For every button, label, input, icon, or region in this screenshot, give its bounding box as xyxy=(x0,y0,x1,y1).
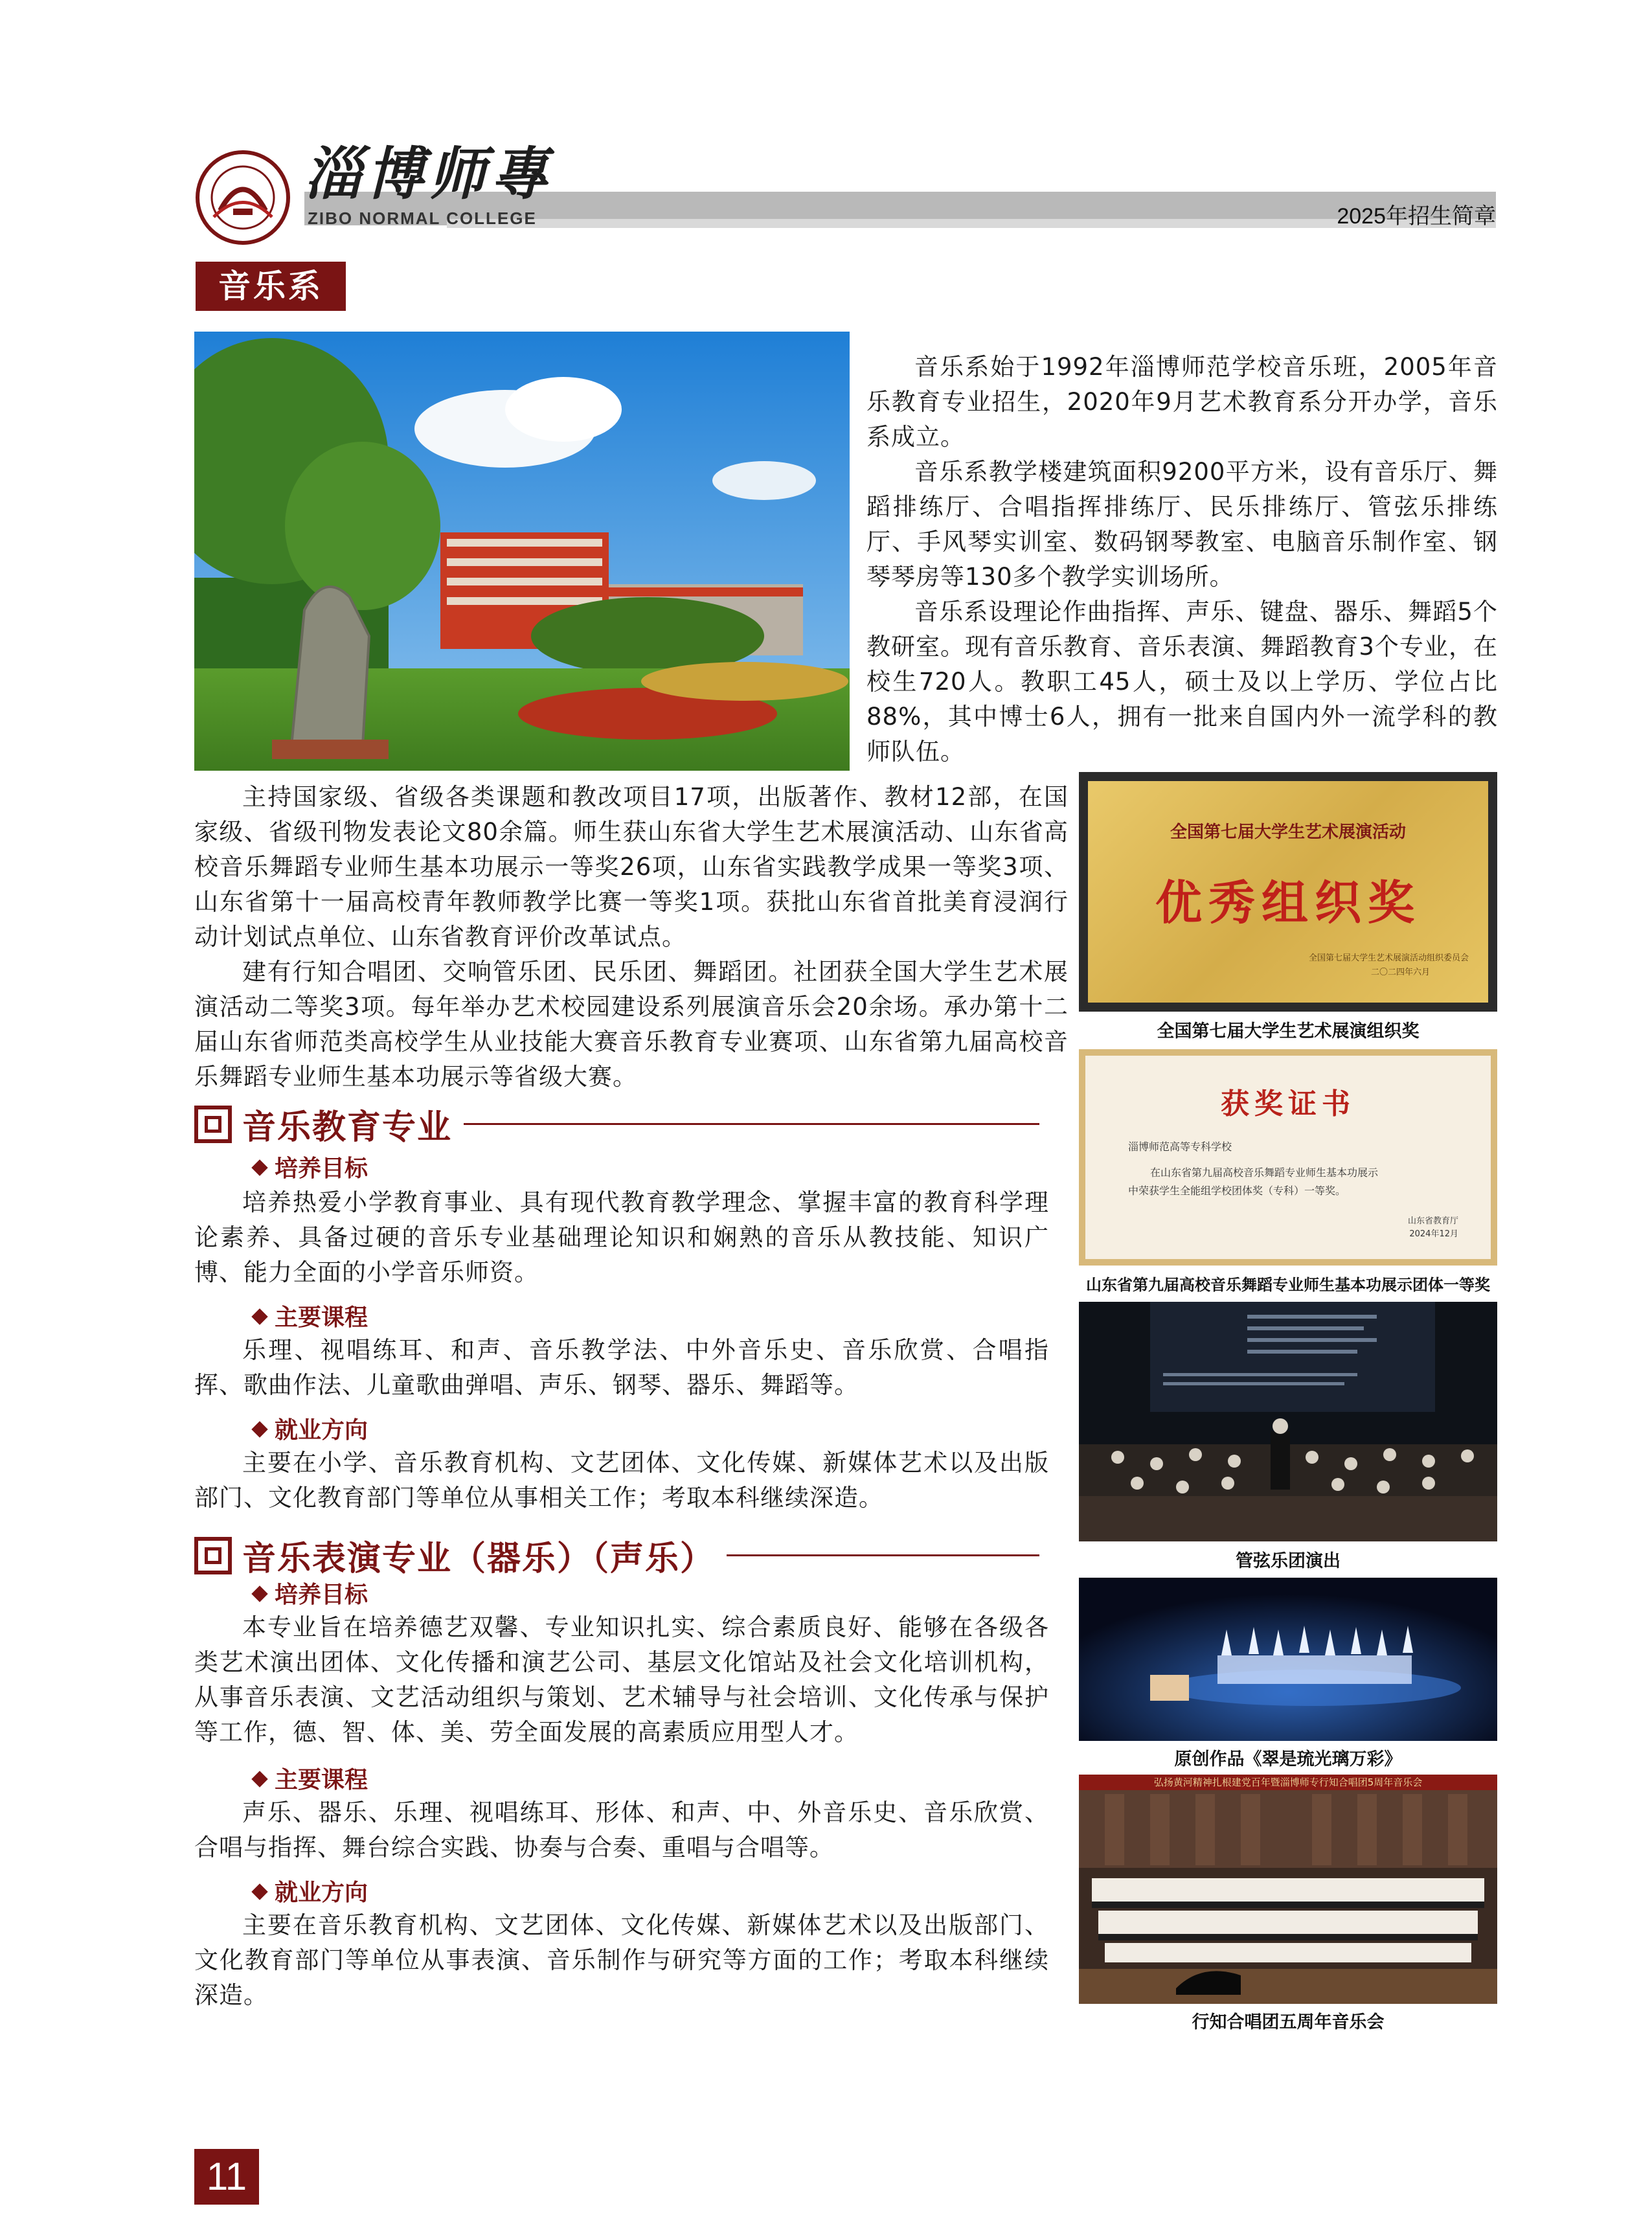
photo-caption: 全国第七届大学生艺术展演组织奖 xyxy=(1157,1021,1420,1041)
goal-label: 培养目标 xyxy=(275,1155,368,1182)
achievements-text xyxy=(194,780,1069,1095)
college-seal-icon xyxy=(194,149,291,246)
career-heading xyxy=(254,1412,368,1445)
goal-heading xyxy=(254,1576,368,1609)
achievements-paragraph: 建有行知合唱团、交响管乐团、民乐团、舞蹈团。社团获全国大学生艺术展演活动二等奖3项。每年举办艺术校园建设系列展演音乐会20余场。承办第十二届山东省师范类高校学生从业技能大赛音乐教育专业赛项、山东省第九届高校音乐舞蹈专业师生基本功展示等省级大赛。 xyxy=(194,958,1069,1091)
intro-text xyxy=(866,350,1498,769)
photo-caption: 原创作品《翠是琉光璃万彩》 xyxy=(1174,1749,1402,1769)
diamond-bullet-icon xyxy=(251,1585,267,1602)
goal-label: 培养目标 xyxy=(275,1582,368,1608)
certificate-recipient: 淄博师范高等专科学校 xyxy=(1128,1141,1232,1153)
certificate-line: 中荣获学生全能组学校团体奖（专科）一等奖。 xyxy=(1128,1185,1346,1197)
goal-text xyxy=(194,1610,1049,1750)
course-heading xyxy=(254,1762,368,1795)
major-title: 音乐教育专业 xyxy=(242,1108,453,1147)
career-label: 就业方向 xyxy=(275,1417,368,1444)
goal-text xyxy=(194,1185,1049,1290)
major-music-performance-heading xyxy=(194,1531,1039,1580)
award-certificate-photo xyxy=(1079,1049,1497,1266)
award-plaque-photo xyxy=(1079,772,1497,1012)
course-label: 主要课程 xyxy=(275,1304,368,1331)
plaque-date: 二〇二四年六月 xyxy=(1370,968,1430,977)
career-paragraph: 主要在音乐教育机构、文艺团体、文化传媒、新媒体艺术以及出版部门、文化教育部门等单位从事表演、音乐制作与研究等方面的工作；考取本科继续深造。 xyxy=(194,1911,1049,2009)
photo-caption: 行知合唱团五周年音乐会 xyxy=(1192,2012,1385,2032)
major-music-education-heading xyxy=(194,1100,1039,1148)
intro-paragraph: 音乐系教学楼建筑面积9200平方米，设有音乐厅、舞蹈排练厅、合唱指挥排练厅、民乐排练厅、管弦乐排练厅、手风琴实训室、数码钢琴教室、电脑音乐制作室、钢琴琴房等130多个教学实训场所。 xyxy=(866,458,1498,591)
career-text xyxy=(194,1908,1049,2013)
course-text xyxy=(194,1333,1049,1403)
certificate-date: 2024年12月 xyxy=(1409,1229,1458,1239)
course-text xyxy=(194,1795,1049,1865)
orchestra-performance-photo xyxy=(1079,1302,1497,1541)
diamond-bullet-icon xyxy=(251,1308,267,1324)
career-heading xyxy=(254,1874,368,1907)
heading-rule xyxy=(727,1554,1039,1556)
plaque-header: 全国第七届大学生艺术展演活动 xyxy=(1170,823,1406,842)
diamond-bullet-icon xyxy=(251,1883,267,1900)
achievements-paragraph: 主持国家级、省级各类课题和教改项目17项，出版著作、教材12部，在国家级、省级刊物发表论文80余篇。师生获山东省大学生艺术展演活动、山东省高校音乐舞蹈专业师生基本功展示一等奖26项，山东省实践教学成果一等奖3项、山东省第十一届高校青年教师教学比赛一等奖1项。获批山东省首批美育浸润行动计划试点单位、山东省教育评价改革试点。 xyxy=(194,783,1069,951)
course-paragraph: 乐理、视唱练耳、和声、音乐教学法、中外音乐史、音乐欣赏、合唱指挥、歌曲作法、儿童歌曲弹唱、声乐、钢琴、器乐、舞蹈等。 xyxy=(194,1336,1049,1399)
career-text xyxy=(194,1446,1049,1516)
intro-paragraph: 音乐系设理论作曲指挥、声乐、键盘、器乐、舞蹈5个教研室。现有音乐教育、音乐表演、舞蹈教育3个专业，在校生720人。教职工45人，硕士及以上学历、学位占比88%，其中博士6人，拥有一批来自国内外一流学科的教师队伍。 xyxy=(866,598,1498,766)
course-heading xyxy=(254,1299,368,1332)
course-label: 主要课程 xyxy=(275,1767,368,1793)
choir-banner: 弘扬黄河精神扎根建党百年暨淄博师专行知合唱团5周年音乐会 xyxy=(1153,1777,1423,1788)
plaque-issuer: 全国第七届大学生艺术展演活动组织委员会 xyxy=(1308,953,1469,963)
major-title: 音乐表演专业（器乐）（声乐） xyxy=(242,1539,716,1578)
photo-caption: 山东省第九届高校音乐舞蹈专业师生基本功展示团体一等奖 xyxy=(1086,1276,1490,1294)
logo-english-name: ZIBO NORMAL COLLEGE xyxy=(308,209,537,228)
page-number: 11 xyxy=(194,2149,259,2205)
certificate-line: 在山东省第九届高校音乐舞蹈专业师生基本功展示 xyxy=(1150,1166,1379,1179)
certificate-title: 获奖证书 xyxy=(1221,1087,1355,1120)
intro-paragraph: 音乐系始于1992年淄博师范学校音乐班，2005年音乐教育专业招生，2020年9月艺术教育系分开办学，音乐系成立。 xyxy=(866,353,1498,451)
goal-heading xyxy=(254,1150,368,1183)
diamond-bullet-icon xyxy=(251,1771,267,1787)
photo-caption: 管弦乐团演出 xyxy=(1236,1551,1341,1571)
goal-paragraph: 本专业旨在培养德艺双馨、专业知识扎实、综合素质良好、能够在各级各类艺术演出团体、文化传播和演艺公司、基层文化馆站及社会文化培训机构，从事音乐表演、文艺活动组织与策划、艺术辅导与社会培训、文化传承与保护等工作，德、智、体、美、劳全面发展的高素质应用型人才。 xyxy=(194,1613,1049,1746)
campus-building-photo xyxy=(194,332,850,771)
diamond-bullet-icon xyxy=(251,1159,267,1175)
department-tag: 音乐系 xyxy=(196,262,346,311)
course-paragraph: 声乐、器乐、乐理、视唱练耳、形体、和声、中、外音乐史、音乐欣赏、合唱与指挥、舞台综合实践、协奏与合奏、重唱与合唱等。 xyxy=(194,1799,1049,1861)
choir-concert-photo xyxy=(1079,1775,1497,2004)
section-square-icon xyxy=(194,1537,232,1574)
career-label: 就业方向 xyxy=(275,1880,368,1906)
career-paragraph: 主要在小学、音乐教育机构、文艺团体、文化传媒、新媒体艺术以及出版部门、文化教育部门等单位从事相关工作；考取本科继续深造。 xyxy=(194,1449,1049,1512)
heading-rule xyxy=(464,1123,1039,1125)
page-header-title: 2025年招生简章 xyxy=(1337,204,1496,229)
goal-paragraph: 培养热爱小学教育事业、具有现代教育教学理念、掌握丰富的教育科学理论素养、具备过硬的音乐专业基础理论知识和娴熟的音乐从教技能、知识广博、能力全面的小学音乐师资。 xyxy=(194,1188,1049,1286)
certificate-issuer: 山东省教育厅 xyxy=(1407,1216,1458,1226)
dance-performance-photo xyxy=(1079,1578,1497,1741)
plaque-title: 优秀组织奖 xyxy=(1155,875,1421,930)
section-square-icon xyxy=(194,1106,232,1143)
logo-wordmark: 淄博师專 xyxy=(304,140,554,207)
diamond-bullet-icon xyxy=(251,1421,267,1437)
